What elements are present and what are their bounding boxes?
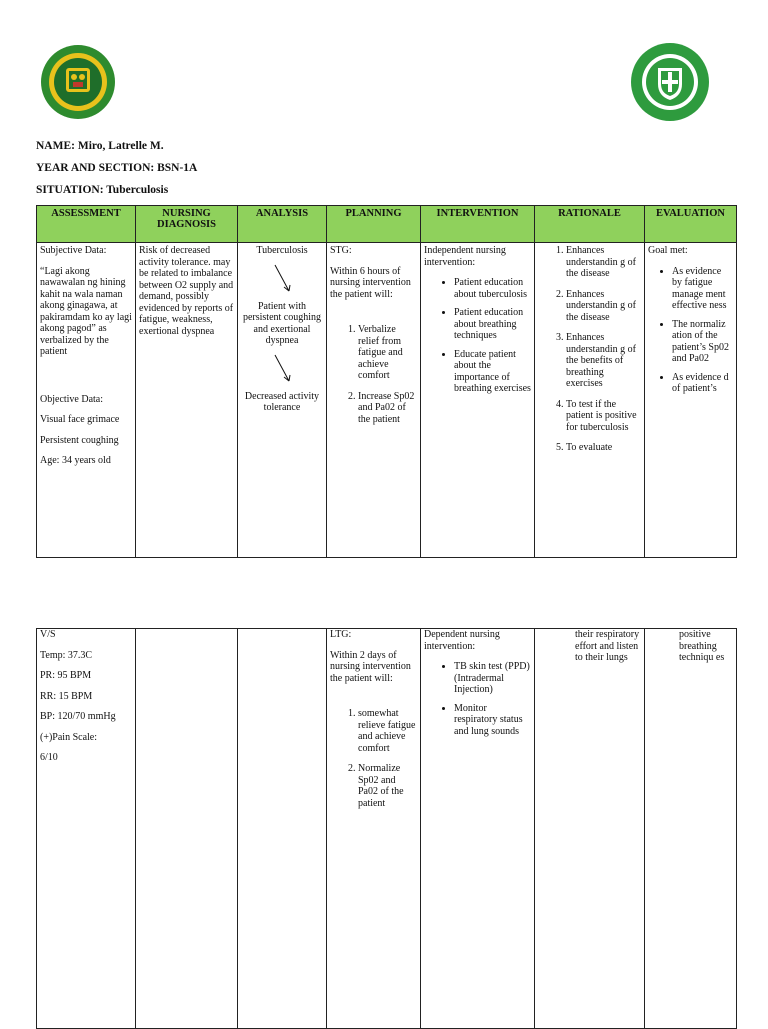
analysis-tuberculosis: Tuberculosis xyxy=(256,245,308,256)
analysis-symptoms: Patient with persistent coughing and exertional dyspnea xyxy=(242,300,322,346)
column-header-nursing-diagnosis: NURSING DIAGNOSIS xyxy=(136,206,238,243)
intervention-list xyxy=(424,277,531,395)
column-header-analysis: ANALYSIS xyxy=(238,206,327,243)
list-item: • Patient education about breathing techniques xyxy=(454,307,531,342)
year-and-section: YEAR AND SECTION: BSN-1A xyxy=(36,162,198,174)
planning-cell xyxy=(327,243,421,558)
vitals-bp: BP: 120/70 mmHg xyxy=(40,711,116,722)
care-plan-table-page2 xyxy=(36,628,737,1029)
nursing-diagnosis-cell-empty xyxy=(136,629,238,1029)
care-plan-table-page1 xyxy=(36,205,737,558)
assessment-cell xyxy=(37,243,136,558)
intervention-dependent-label: Dependent nursing intervention: xyxy=(424,629,500,652)
intervention-cell xyxy=(421,243,535,558)
evaluation-cell xyxy=(645,243,737,558)
list-item: 4. To test if the patient is positive for tuberculosis xyxy=(566,399,641,434)
list-item: • As evidence d of patient’s xyxy=(672,372,733,395)
list-item: 1. Verbalize relief from fatigue and achieve comfort xyxy=(358,324,417,382)
list-item: • TB skin test (PPD) (Intradermal Injection) xyxy=(454,661,531,696)
list-item: • Monitor respiratory status and lung sounds xyxy=(454,703,531,738)
evaluation-list xyxy=(648,266,733,395)
planning-stg-list xyxy=(330,324,417,425)
rationale-cell xyxy=(535,243,645,558)
nursing-diagnosis-cell xyxy=(136,243,238,558)
list-item: • Patient education about tuberculosis xyxy=(454,277,531,300)
planning-ltg-label: LTG: xyxy=(330,629,352,640)
planning-ltg-list xyxy=(330,708,417,809)
arrow-down-icon xyxy=(267,263,297,295)
analysis-cell-empty xyxy=(238,629,327,1029)
list-item: 5. To evaluate xyxy=(566,442,641,454)
subjective-label: Subjective Data: xyxy=(40,245,107,256)
vitals-label: V/S xyxy=(40,629,56,640)
student-name: NAME: Miro, Latrelle M. xyxy=(36,140,164,152)
column-header-evaluation: EVALUATION xyxy=(645,206,737,243)
vitals-pain-value: 6/10 xyxy=(40,752,58,763)
rationale-continued-text: their respiratory effort and listen to their lungs xyxy=(575,629,640,663)
list-item: 2. Increase Sp02 and Pa02 of the patient xyxy=(358,391,417,426)
intervention-dependent-list xyxy=(424,661,531,737)
planning-ltg-intro: Within 2 days of nursing intervention the patient will: xyxy=(330,649,411,684)
list-item: • The normaliz ation of the patient’s Sp02 and Pa02 xyxy=(672,319,733,365)
planning-stg-intro: Within 6 hours of nursing intervention the patient will: xyxy=(330,265,411,300)
list-item: • As evidence by fatigue manage ment effective ness xyxy=(672,266,733,312)
list-item: 3. Enhances understandin g of the benefits of breathing exercises xyxy=(566,332,641,390)
list-item: 2. Normalize Sp02 and Pa02 of the patient xyxy=(358,763,417,809)
planning-stg-label: STG: xyxy=(330,245,352,256)
vitals-temp: Temp: 37.3C xyxy=(40,649,93,661)
rationale-continued-cell xyxy=(535,629,645,1029)
list-item: • Educate patient about the importance of breathing exercises xyxy=(454,349,531,395)
diagnosis-text: Risk of decreased activity tolerance. may be related to imbalance between O2 supply and demand, possibly evidenced by reports of fatigue, weakness, exertional dyspnea xyxy=(139,245,234,337)
evaluation-continued-cell xyxy=(645,629,737,1029)
objective-grimace: Visual face grimace xyxy=(40,414,120,425)
list-item: 1. somewhat relieve fatigue and achieve comfort xyxy=(358,708,417,754)
column-header-planning: PLANNING xyxy=(327,206,421,243)
intervention-dependent-cell xyxy=(421,629,535,1029)
college-seal-left-logo xyxy=(40,44,116,120)
planning-ltg-cell xyxy=(327,629,421,1029)
objective-coughing: Persistent coughing xyxy=(40,434,119,446)
vitals-pain-scale: (+)Pain Scale: xyxy=(40,731,98,743)
analysis-decreased-tolerance: Decreased activity tolerance xyxy=(244,390,320,413)
rationale-list xyxy=(538,245,641,454)
column-header-assessment: ASSESSMENT xyxy=(37,206,136,243)
college-seal-right-logo xyxy=(630,42,710,122)
column-header-rationale: RATIONALE xyxy=(535,206,645,243)
analysis-cell xyxy=(238,243,327,558)
vitals-pr: PR: 95 BPM xyxy=(40,670,92,681)
column-header-intervention: INTERVENTION xyxy=(421,206,535,243)
arrow-down-icon xyxy=(267,353,297,385)
list-item: 2. Enhances understandin g of the disease xyxy=(566,289,641,324)
list-item: 1. Enhances understandin g of the disease xyxy=(566,245,641,280)
evaluation-goal-label: Goal met: xyxy=(648,245,688,256)
evaluation-continued-text: positive breathing techniqu es xyxy=(679,629,725,663)
situation: SITUATION: Tuberculosis xyxy=(36,184,169,196)
objective-age: Age: 34 years old xyxy=(40,455,111,466)
objective-label: Objective Data: xyxy=(40,393,104,405)
assessment-vitals-cell xyxy=(37,629,136,1029)
intervention-independent-label: Independent nursing intervention: xyxy=(424,245,506,268)
vitals-rr: RR: 15 BPM xyxy=(40,690,93,702)
subjective-quote: “Lagi akong nawawalan ng hining kahit na wala naman akong ginagawa, at pakiramdam ko ay lagi akong pagod” as verbalized by the patient xyxy=(40,265,132,357)
